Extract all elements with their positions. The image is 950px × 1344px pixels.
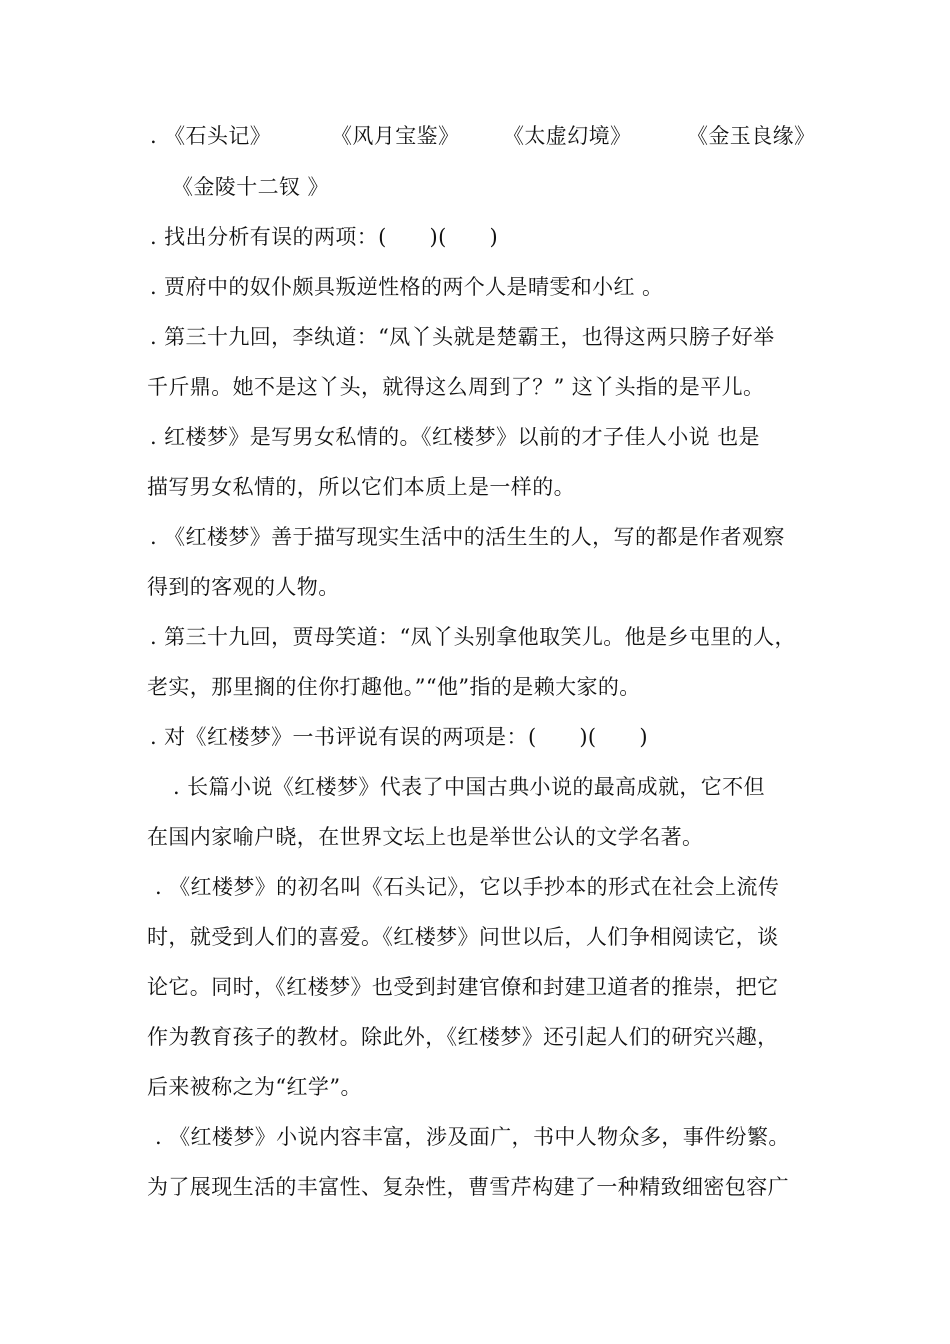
- option-text: 在国内家喻户晓，在世界文坛上也是举世公认的文学名著。: [147, 825, 704, 849]
- title-option: 《金玉良缘》: [687, 124, 816, 148]
- option-text: . 红楼梦》是写男女私情的。《红楼梦》以前的才子佳人小说 也是: [150, 425, 760, 449]
- option-text: . 第三十九回，贾母笑道：“凤丫头别拿他取笑儿。他是乡屯里的人，: [150, 625, 796, 649]
- option-text: 千斤鼎。她不是这丫头，就得这么周到了？” 这丫头指的是平儿。: [147, 375, 765, 399]
- option-text: . 《红楼梦》善于描写现实生活中的活生生的人，写的都是作者观察: [150, 525, 785, 549]
- option-text: 老实，那里搁的住你打趣他。”“他”指的是赖大家的。: [147, 675, 641, 699]
- option-text: . 贾府中的奴仆颇具叛逆性格的两个人是晴雯和小红 。: [150, 275, 664, 299]
- option-text: 为了展现生活的丰富性、复杂性，曹雪芹构建了一种精致细密包容广: [147, 1175, 789, 1199]
- title-option: . 《石头记》: [150, 124, 272, 148]
- option-text: . 长篇小说《红楼梦》代表了中国古典小说的最高成就，它不但: [173, 775, 765, 799]
- option-text: 后来被称之为“红学”。: [147, 1075, 362, 1099]
- option-text: . 《红楼梦》小说内容丰富，涉及面广，书中人物众多，事件纷繁。: [155, 1125, 790, 1149]
- title-option: 《风月宝鉴》: [331, 124, 460, 148]
- question-stem: . 对《红楼梦》一书评说有误的两项是：( )( ): [150, 725, 648, 749]
- option-text: 时，就受到人们的喜爱。《红楼梦》问世以后，人们争相阅读它，谈: [147, 925, 779, 949]
- title-option: 《金陵十二钗 》: [172, 175, 329, 199]
- question-stem: . 找出分析有误的两项：( )( ): [150, 225, 499, 249]
- option-text: 得到的客观的人物。: [147, 575, 340, 599]
- option-text: 论它。同时，《红楼梦》也受到封建官僚和封建卫道者的推崇，把它: [147, 975, 779, 999]
- option-text: . 《红楼梦》的初名叫《石头记》，它以手抄本的形式在社会上流传: [155, 875, 780, 899]
- option-text: 描写男女私情的，所以它们本质上是一样的。: [147, 475, 575, 499]
- option-text: . 第三十九回，李纨道：“凤丫头就是楚霸王，也得这两只膀子好举: [150, 325, 775, 349]
- title-option: 《太虚幻境》: [503, 124, 632, 148]
- option-text: 作为教育孩子的教材。除此外，《红楼梦》还引起人们的研究兴趣，: [147, 1025, 779, 1049]
- title-options-row: [150, 123, 816, 279]
